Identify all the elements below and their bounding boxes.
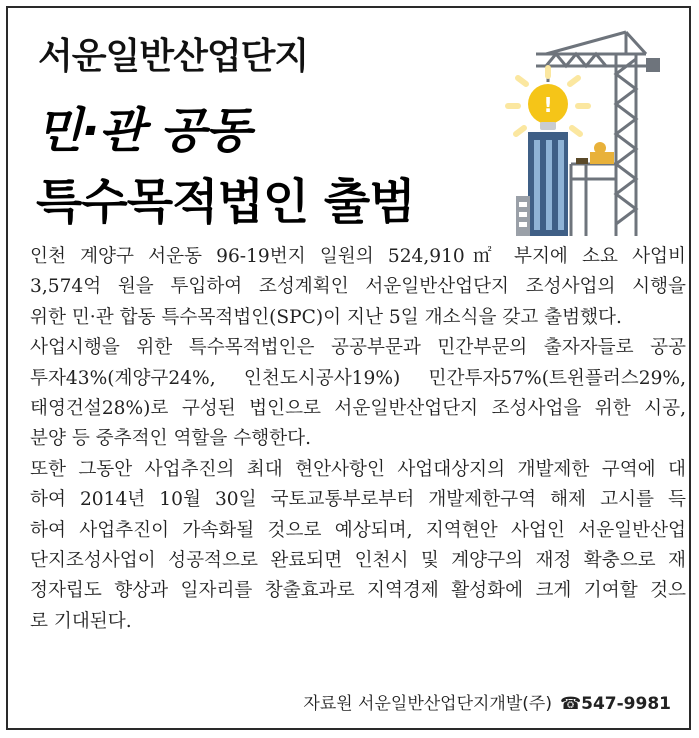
body-line: 정자립도 향상과 일자리를 창출효과로 지역경제 활성화에 크게 기여할 것으 xyxy=(30,580,686,602)
source-credit xyxy=(303,689,671,714)
body-line: 하여 사업추진이 가속화될 것으로 예상되며, 지역현안 사업인 서운일반산업 xyxy=(30,519,686,541)
source-name: 자료원 서운일반산업단지개발(주) xyxy=(303,694,552,714)
body-line: 또한 그동안 사업추진의 최대 현안사항인 사업대상지의 개발제한 구역에 대 xyxy=(30,458,686,480)
body-line: 하여 2014년 10월 30일 국토교통부로부터 개발제한구역 해제 고시를 득 xyxy=(30,489,686,511)
paragraph-3 xyxy=(30,455,686,637)
paragraph-1 xyxy=(30,242,686,333)
body-line: 인천 계양구 서운동 96-19번지 일원의 524,910㎡ 부지에 소요 사업비 xyxy=(30,246,686,267)
phone-number: ☎547-9981 xyxy=(559,694,671,714)
body-line: 분양 등 중추적인 역할을 수행한다. xyxy=(30,428,312,450)
body-line: 3,574억 원을 투입하여 조성계획인 서운일반산업단지 조성사업의 시행을 xyxy=(30,276,686,298)
body-line: 투자43%(계양구24%, 인천도시공사19%) 민간투자57%(트윈플러스29%, xyxy=(30,367,686,389)
body-line: 위한 민·관 합동 특수목적법인(SPC)이 지난 5일 개소식을 갖고 출범했다. xyxy=(30,306,622,328)
article-body xyxy=(30,242,686,637)
article-subtitle: 서운일반산업단지 xyxy=(38,36,309,77)
article-frame xyxy=(6,6,691,730)
body-line: 로 기대된다. xyxy=(30,610,132,632)
paragraph-2 xyxy=(30,333,686,455)
headline-line-1: 민·관 공동 xyxy=(36,103,251,159)
body-line: 태영건설28%)로 구성된 법인으로 서운일반산업단지 조성사업을 위한 시공, xyxy=(30,398,686,420)
construction-lightbulb-icon xyxy=(496,24,692,236)
svg-text:!: ! xyxy=(543,93,553,117)
body-line: 단지조성사업이 성공적으로 완료되면 인천시 및 계양구의 재정 확충으로 재 xyxy=(30,550,686,572)
body-line: 사업시행을 위한 특수목적법인은 공공부문과 민간부문의 출자자들로 공공 xyxy=(30,337,686,359)
headline-line-2: 특수목적법인 출범 xyxy=(36,174,415,230)
